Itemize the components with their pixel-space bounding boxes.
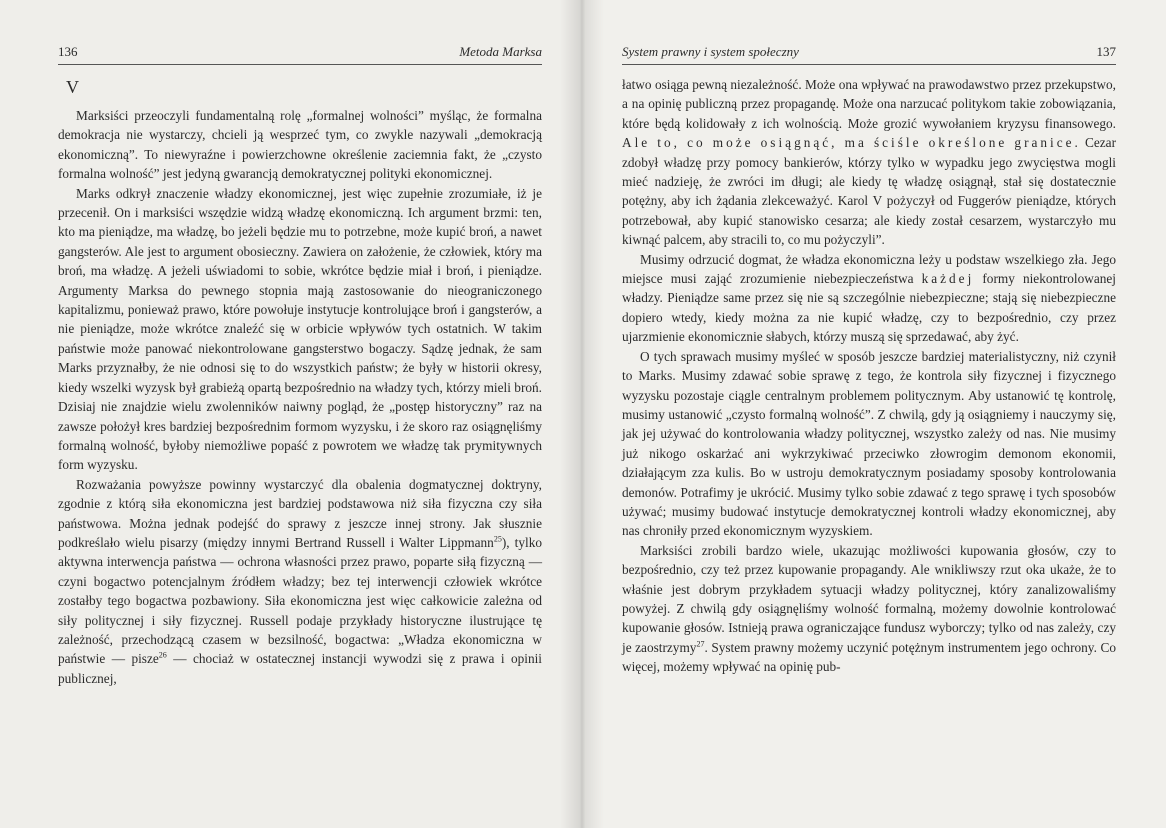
- text-run: ), tylko aktywna interwencja państwa — ochrona własności przez prawo, poparte siłą fizyczną — czyni bogactwo potencjalnym źródłem władzy; bez tej interwencji człowiek wkrótce zostałby tego bogactwa pozbawiony. Siła ekonomiczna jest więc całkowicie zależna od siły politycznej i siły fizycznej. Russell podaje przykłady historyczne ilustrujące tę zależność, przechodzącą czasem w bezsilność, bogactwa: „Władza ekonomiczna w państwie — pisze: [58, 534, 542, 667]
- text-run: Marks odkrył znaczenie władzy ekonomicznej, jest więc zupełnie zrozumiałe, iż je przecenił. On i marksiści wszędzie widzą władzę ekonomiczną. Ich argument brzmi: ten, kto ma pieniądze, ma władzę, bo jeżeli będzie mu to potrzebne, może kupić broń, a nawet gangsterów. Ale jest to argument obosieczny. Zawiera on założenie, że człowiek, który ma broń, ma władzę. A jeżeli uświadomi to sobie, wkrótce będzie miał i broń, i pieniądze. Argumenty Marksa do pewnego stopnia mają zastosowanie do nieograniczonego kapitalizmu, ponieważ prawo, które powołuje instytucje kontrolujące broń i gangsterów, a nie pieniądze, może wkrótce znaleźć się w orbicie wpływów tych ostatnich. W takim państwie może panować niekontrolowane gangsterstwo bogaczy. Sądzę jednak, że sam Marks przyznałby, że nie odnosi się to do wszystkich państw; że były w historii okresy, kiedy wszelki wyzysk był grabieżą opartą bezpośrednio na władzy tych, którzy mieli broń. Dzisiaj nie znajdzie wielu zwolenników naiwny pogląd, że „postęp historyczny” raz na zawsze położył kres bardziej bezpośrednim formom wyzysku, i że skoro raz osiągnęliśmy formalną wolność, byłoby niemożliwe popaść z powrotem we władzę tak prymitywnych form wyzysku.: [58, 185, 542, 473]
- text-run: Cezar zdobył władzę przy pomocy bankierów, którzy tylko w wypadku jego zwycięstwa mogli mieć nadzieję, że zwróci im długi; ale kiedy tę władzę osiągnął, stał się dostatecznie potężny, aby ich żądania zlekceważyć. Karol V pożyczył od Fuggerów pieniądze, których potrzebował, aby kupić stanowisko cesarza; ale kiedy został cesarzem, wystarczyło mu kiwnąć palcem, aby stracili to, co mu pożyczyli”.: [622, 135, 1117, 248]
- paragraph: [58, 475, 542, 688]
- paragraph: [622, 347, 1116, 541]
- text-run: Musimy odrzucić dogmat, że władza ekonomiczna leży u podstaw wszelkiego zła. Jego miejsce musi zająć zrozumienie niebezpieczeństwa: [622, 251, 1116, 287]
- paragraph: [622, 541, 1116, 677]
- paragraph: [58, 184, 542, 475]
- paragraph: [58, 106, 542, 184]
- footnote-marker: 27: [696, 639, 705, 649]
- text-run: — chociaż w ostatecznej instancji wywodzi się z prawa i opinii publicznej,: [58, 651, 542, 686]
- right-body-text: [622, 75, 1116, 677]
- left-running-title: Metoda Marksa: [459, 44, 542, 59]
- text-run: formy niekontrolowanej władzy. Pieniądze same przez się nie są szczególnie niebezpieczne; stają się niebezpieczne dopiero wtedy, kiedy można za nie kupić władzę, czy to bezpośrednio, czy przez ujarzmienie ekonomicznie słabych, którzy muszą się sprzedawać, aby żyć.: [622, 271, 1116, 345]
- text-run: O tych sprawach musimy myśleć w sposób jeszcze bardziej materialistyczny, niż czynił to Marks. Musimy zdawać sobie sprawę z tego, że kontrola siły fizycznej i fizycznego wyzysku pozostaje ciągle centralnym problemem politycznym. Aby ustanowić tę kontrolę, musimy ustanowić „czysto formalną wolność”. Z chwilą, gdy ją osiągniemy i nauczymy się, jak jej używać do kontrolowania władzy politycznej, wszystko zależy od nas. Nie musimy już nikogo oskarżać ani wykrzykiwać przeciwko złowrogim demonom ekonomii, działającym zza kulis. Bo w ustroju demokratycznym posiadamy sposoby kontrolowania demonów. Potrafimy je ukrócić. Musimy tylko sobie zdawać z tego sprawę i tych sposobów używać; musimy budować instytucje demokratycznej kontroli władzy ekonomicznej, aby nas chroniły przed ekonomicznym wyzyskiem.: [622, 348, 1116, 539]
- left-page-number: 136: [58, 44, 78, 59]
- spaced-emphasis: każdej: [921, 271, 975, 287]
- text-run: Marksiści przeoczyli fundamentalną rolę „formalnej wolności” myśląc, że formalna demokracja nie wystarczy, chcieli ją wesprzeć tym, co zwykle nazywali „demokracją ekonomiczną”. To niewyraźne i powierzchowne określenie zaciemnia fakt, że „czysto formalna wolność” jest jedyną gwarancją demokratycznej polityki ekonomicznej.: [58, 108, 542, 182]
- right-page: [582, 0, 1166, 828]
- text-run: łatwo osiąga pewną niezależność. Może ona wpływać na prawodawstwo przez przekupstwo, a na opinię publiczną przez propagandę. Może ona narzucać politykom takie zobowiązania, które będą kolidowały z ich wolnością. Może grozić wywołaniem kryzysu finansowego.: [622, 77, 1116, 131]
- footnote-marker: 26: [158, 650, 167, 660]
- left-running-header: [58, 44, 542, 65]
- text-run: Marksiści zrobili bardzo wiele, ukazując możliwości kupowania głosów, czy to bezpośrednio, czy też przez kupowanie propagandy. Ale wnikliwszy rzut oka ukaże, że to właśnie jest dobrym przykładem sytuacji władzy politycznej, który zanalizowaliśmy powyżej. Z chwilą gdy osiągnęliśmy wolność formalną, możemy dowolnie kontrolować kupowanie głosów. Istnieją prawa ograniczające fundusz wyborczy; tylko od nas zależy, czy je zaostrzymy: [622, 542, 1116, 655]
- paragraph: [622, 250, 1116, 347]
- left-body-text: [58, 106, 542, 688]
- text-run: . System prawny możemy uczynić potężnym instrumentem jego ochrony. Co więcej, możemy wpływać na opinię pub-: [622, 639, 1116, 675]
- section-heading: V: [66, 77, 79, 97]
- right-page-number: 137: [1096, 44, 1116, 59]
- right-running-title: System prawny i system społeczny: [622, 44, 799, 59]
- footnote-marker: 25: [493, 534, 502, 544]
- text-run: Rozważania powyższe powinny wystarczyć dla obalenia dogmatycznej doktryny, zgodnie z którą siła ekonomiczna jest bardziej podstawowa niż siła fizyczna czy siła państwowa. Można jednak podejść do sprawy z jeszcze innej strony. Jak słusznie podkreślało wielu pisarzy (między innymi Bertrand Russell i Walter Lippmann: [58, 476, 542, 550]
- paragraph: [622, 75, 1116, 250]
- right-running-header: [622, 44, 1116, 65]
- left-page: [0, 0, 582, 828]
- spaced-emphasis: Ale to, co może osiągnąć, ma ściśle określone granice.: [622, 135, 1081, 151]
